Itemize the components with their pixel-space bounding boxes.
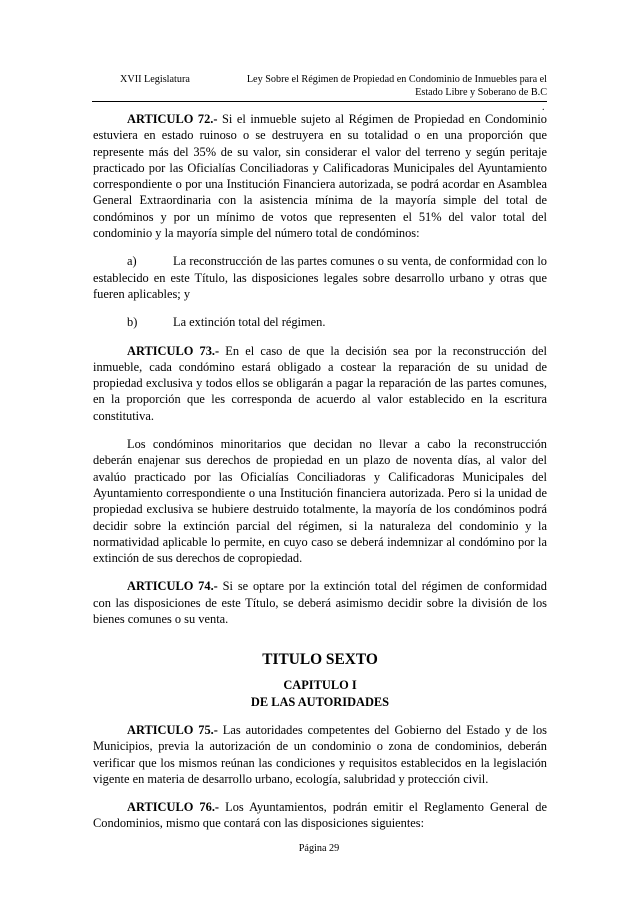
article-72: [93, 111, 547, 241]
article-73: [93, 343, 547, 424]
chapter-name-heading: DE LAS AUTORIDADES: [250, 694, 390, 709]
article-74: [93, 578, 547, 627]
article-76-label: ARTICULO 76.-: [127, 800, 220, 815]
header-divider: [92, 101, 547, 102]
page-number: Página 29: [298, 843, 340, 854]
article-75-text: Las autoridades competentes del Gobierno del Estado y de los Municipios, previa la autorización de un condominio o zona de condominios, deberán verificar que los mismos reúnan las condiciones y requisitos establecidos en la legislación vigente en materia de desarrollo urbano, ecología, salubridad y protección civil.: [93, 722, 547, 786]
chapter-heading: CAPITULO I: [283, 678, 357, 693]
article-74-text: Si se optare por la extinción total del régimen de conformidad con las disposiciones de este Título, se deberá asimismo decidir sobre la división de los bienes comunes o su venta.: [93, 579, 548, 627]
header-legislature: XVII Legislatura: [120, 74, 190, 85]
article-75: [93, 722, 547, 787]
article-75-label: ARTICULO 75.-: [127, 722, 218, 737]
header-law-title-line2: Estado Libre y Soberano de B.C: [415, 87, 547, 98]
article-76: [93, 799, 547, 832]
header-law-title-line1: Ley Sobre el Régimen de Propiedad en Condominio de Inmuebles para el: [246, 74, 547, 85]
title-heading: TITULO SEXTO: [262, 651, 378, 669]
article-72-text: Si el inmueble sujeto al Régimen de Propiedad en Condominio estuviera en estado ruinoso o se destruyera en su totalidad o en una proporción que represente más del 35% de su valor, sin considerar el valor del terreno y según peritaje practicado por las Oficialías Conciliadoras y Calificadoras Municipales del Ayuntamiento correspondiente o por una Institución Financiera autorizada, se podrá acordar en Asamblea General Extraordinaria con la asistencia mínima de la mayoría simple del total de condóminos y por un mínimo de votos que representen el 51% del valor total del condominio y la mayoría simple del número total de condóminos:: [93, 112, 547, 241]
article-73-label: ARTICULO 73.-: [127, 343, 220, 358]
article-73-paragraph-2: Los condóminos minoritarios que decidan no llevar a cabo la reconstrucción deberán enajenar sus derechos de propiedad en un plazo de noventa días, al valor del avalúo practicado por las Oficialías Conciliadoras y Calificadoras Municipales del Ayuntamiento correspondiente o una Institución financiera autorizada. Pero si la unidad de propiedad exclusiva se hubiere destruido totalmente, la mayoría de los condóminos podrá decidir sobre la extinción parcial del régimen, si la naturaleza del condominio y la normatividad aplicable lo permite, en cuyo caso se deberá indemnizar al condómino por la extinción de sus derechos de copropiedad.: [93, 437, 547, 566]
article-72-label: ARTICULO 72.-: [127, 112, 218, 126]
list-item-a: [93, 253, 547, 302]
list-item-a-label: a): [127, 254, 137, 269]
article-74-label: ARTICULO 74.-: [127, 579, 218, 594]
list-item-b: [93, 314, 547, 330]
list-item-b-text: La extinción total del régimen.: [173, 315, 326, 330]
list-item-a-text: La reconstrucción de las partes comunes o su venta, de conformidad con lo establecido en este Título, las disposiciones legales sobre desarrollo urbano y otras que fueren aplicables; y: [93, 254, 547, 301]
article-73-text: En el caso de que la decisión sea por la reconstrucción del inmueble, cada condómino estará obligado a costear la reparación de su unidad de propiedad exclusiva y todos ellos se obligarán a pagar la reparación de las partes comunes, en la proporción que les corresponda de acuerdo al valor establecido en la escritura constitutiva.: [93, 343, 547, 423]
header-trailing-dot: .: [542, 102, 545, 113]
document-body: [93, 111, 547, 832]
article-76-text: Los Ayuntamientos, podrán emitir el Reglamento General de Condominios, mismo que contará con las disposiciones siguientes:: [93, 800, 547, 831]
header-law-title: [217, 73, 547, 99]
list-item-b-label: b): [127, 315, 138, 330]
